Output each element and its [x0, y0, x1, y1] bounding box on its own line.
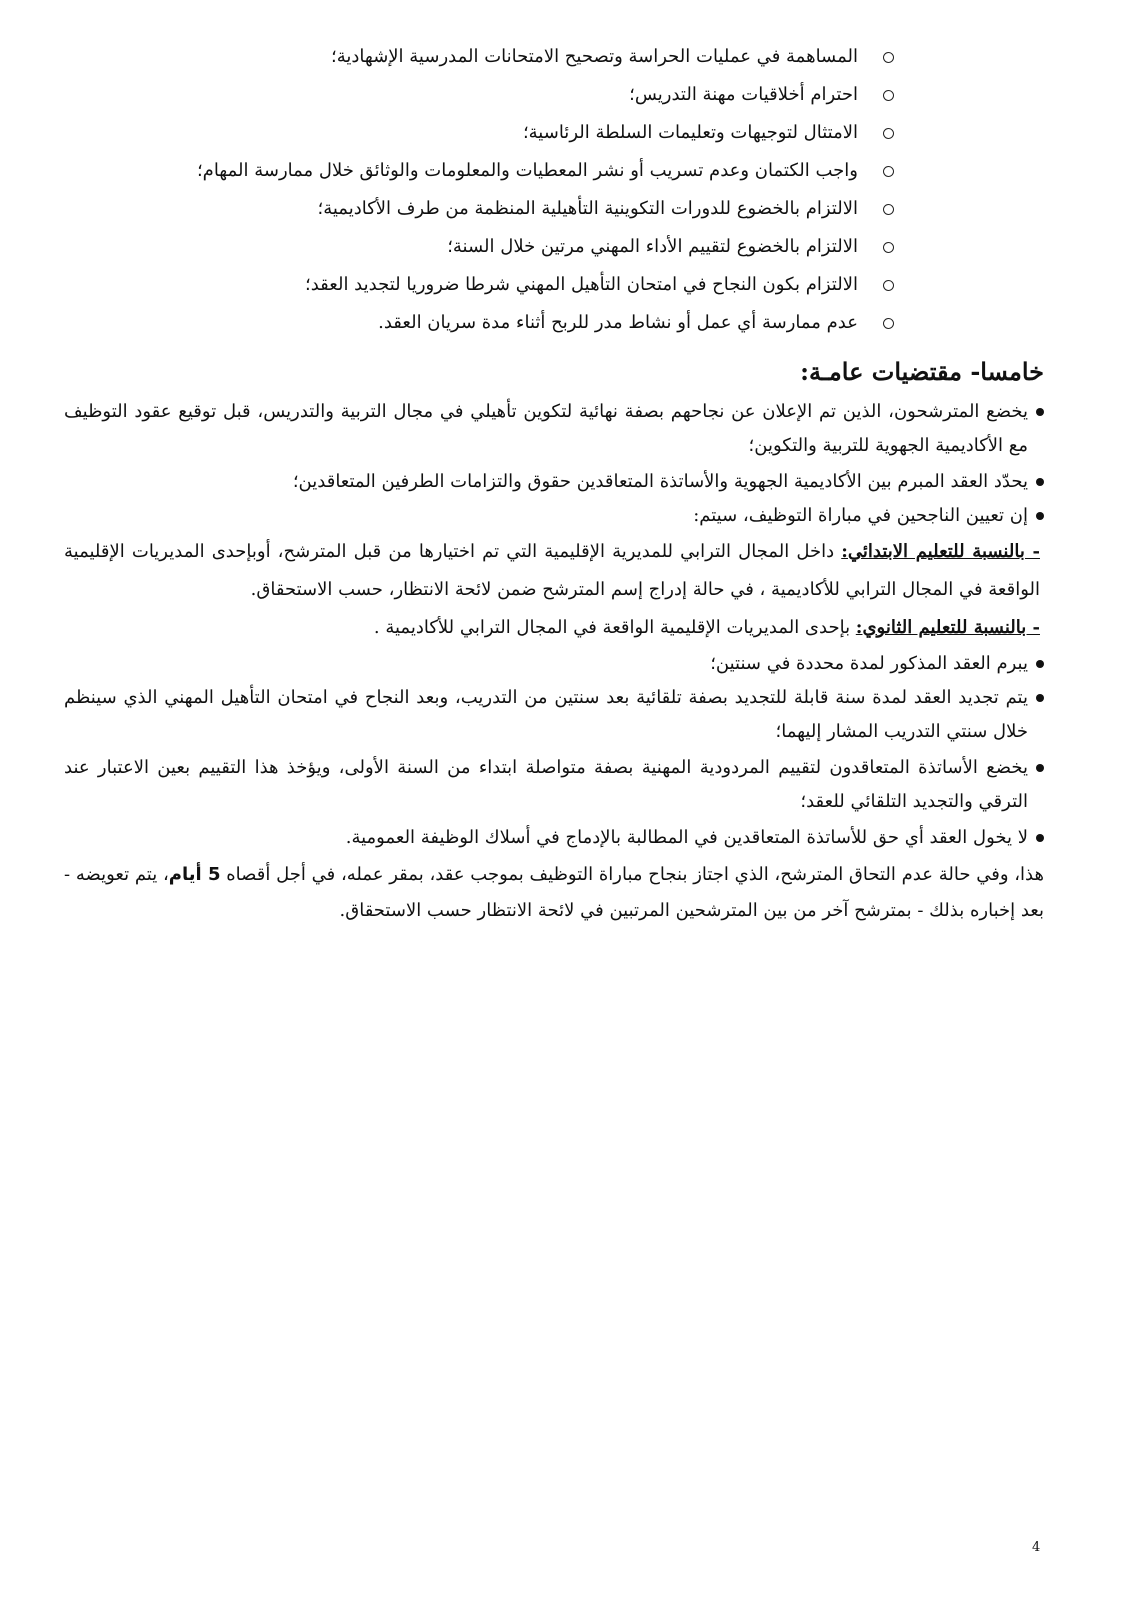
bullet-item: يتم تجديد العقد لمدة سنة قابلة للتجديد بصفة تلقائية بعد سنتين من التدريب، وبعد النجاح في امتحان التأهيل المهني الذي سينظم خلال سنتي التدريب المشار إليهما؛: [64, 681, 1044, 749]
bullet-item: لا يخول العقد أي حق للأساتذة المتعاقدين في المطالبة بالإدماج في أسلاك الوظيفة العمومية.: [64, 821, 1044, 855]
bullet-item: إن تعيين الناجحين في مباراة التوظيف، سيتم:: [64, 499, 1044, 533]
circle-bullet-icon: [883, 204, 894, 215]
secondary-education-lead: - بالنسبة للتعليم الثانوي:: [855, 617, 1040, 638]
circle-bullet-icon: [883, 52, 894, 63]
deadline-emphasis: 5 أيام: [168, 864, 221, 885]
bullet-item: يحدّد العقد المبرم بين الأكاديمية الجهوية والأساتذة المتعاقدين حقوق والتزامات الطرفين المتعاقدين؛: [64, 465, 1044, 499]
primary-education-lead: - بالنسبة للتعليم الابتدائي:: [841, 541, 1040, 562]
circle-bullet-icon: [883, 90, 894, 101]
list-item: الامتثال لتوجيهات وتعليمات السلطة الرئاسية؛: [134, 114, 894, 152]
bullet-dot-icon: [1036, 512, 1044, 520]
list-item: الالتزام بالخضوع لتقييم الأداء المهني مرتين خلال السنة؛: [134, 228, 894, 266]
bullet-dot-icon: [1036, 764, 1044, 772]
list-item: احترام أخلاقيات مهنة التدريس؛: [134, 76, 894, 114]
bullet-item: يبرم العقد المذكور لمدة محددة في سنتين؛: [64, 647, 1044, 681]
primary-education-paragraph: - بالنسبة للتعليم الابتدائي: داخل المجال الترابي للمديرية الإقليمية التي تم اختيارها من قبل المترشح، أوبإحدى المديريات الإقليمية الواقعة في المجال الترابي للأكاديمية ، في حالة إدراج إسم المترشح ضمن لائحة الانتظار، حسب الاستحقاق.: [64, 541, 1040, 600]
list-item: الالتزام بالخضوع للدورات التكوينية التأهيلية المنظمة من طرف الأكاديمية؛: [134, 190, 894, 228]
bullet-dot-icon: [1036, 660, 1044, 668]
list-item: الالتزام بكون النجاح في امتحان التأهيل المهني شرطا ضروريا لتجديد العقد؛: [134, 266, 894, 304]
bullet-dot-icon: [1036, 834, 1044, 842]
section-title: خامسا- مقتضيات عامـة:: [800, 357, 1044, 386]
secondary-education-paragraph: - بالنسبة للتعليم الثانوي: بإحدى المديريات الإقليمية الواقعة في المجال الترابي للأكاديمية .: [373, 617, 1040, 638]
circle-bullet-icon: [883, 318, 894, 329]
obligations-list: [134, 38, 894, 342]
page-number: 4: [1032, 1540, 1041, 1555]
circle-bullet-icon: [883, 280, 894, 291]
list-item: واجب الكتمان وعدم تسريب أو نشر المعطيات والمعلومات والوثائق خلال ممارسة المهام؛: [134, 152, 894, 190]
list-item: عدم ممارسة أي عمل أو نشاط مدر للربح أثناء مدة سريان العقد.: [134, 304, 894, 342]
circle-bullet-icon: [883, 166, 894, 177]
circle-bullet-icon: [883, 242, 894, 253]
general-provisions: [64, 395, 1044, 929]
bullet-dot-icon: [1036, 478, 1044, 486]
bullet-item: يخضع الأساتذة المتعاقدون لتقييم المردودية المهنية بصفة متواصلة ابتداء من السنة الأولى، ويؤخذ هذا التقييم بعين الاعتبار عند الترقي والتجديد التلقائي للعقد؛: [64, 751, 1044, 819]
bullet-dot-icon: [1036, 408, 1044, 416]
circle-bullet-icon: [883, 128, 894, 139]
closing-paragraph: هذا، وفي حالة عدم التحاق المترشح، الذي اجتاز بنجاح مباراة التوظيف بموجب عقد، بمقر عمله، في أجل أقصاه 5 أيام، يتم تعويضه - بعد إخباره بذلك - بمترشح آخر من بين المترشحين المرتبين في لائحة الانتظار حسب الاستحقاق.: [64, 864, 1044, 921]
list-item: المساهمة في عمليات الحراسة وتصحيح الامتحانات المدرسية الإشهادية؛: [134, 38, 894, 76]
bullet-item: يخضع المترشحون، الذين تم الإعلان عن نجاحهم بصفة نهائية لتكوين تأهيلي في مجال التربية والتدريس، قبل توقيع عقود التوظيف مع الأكاديمية الجهوية للتربية والتكوين؛: [64, 395, 1044, 463]
bullet-dot-icon: [1036, 694, 1044, 702]
